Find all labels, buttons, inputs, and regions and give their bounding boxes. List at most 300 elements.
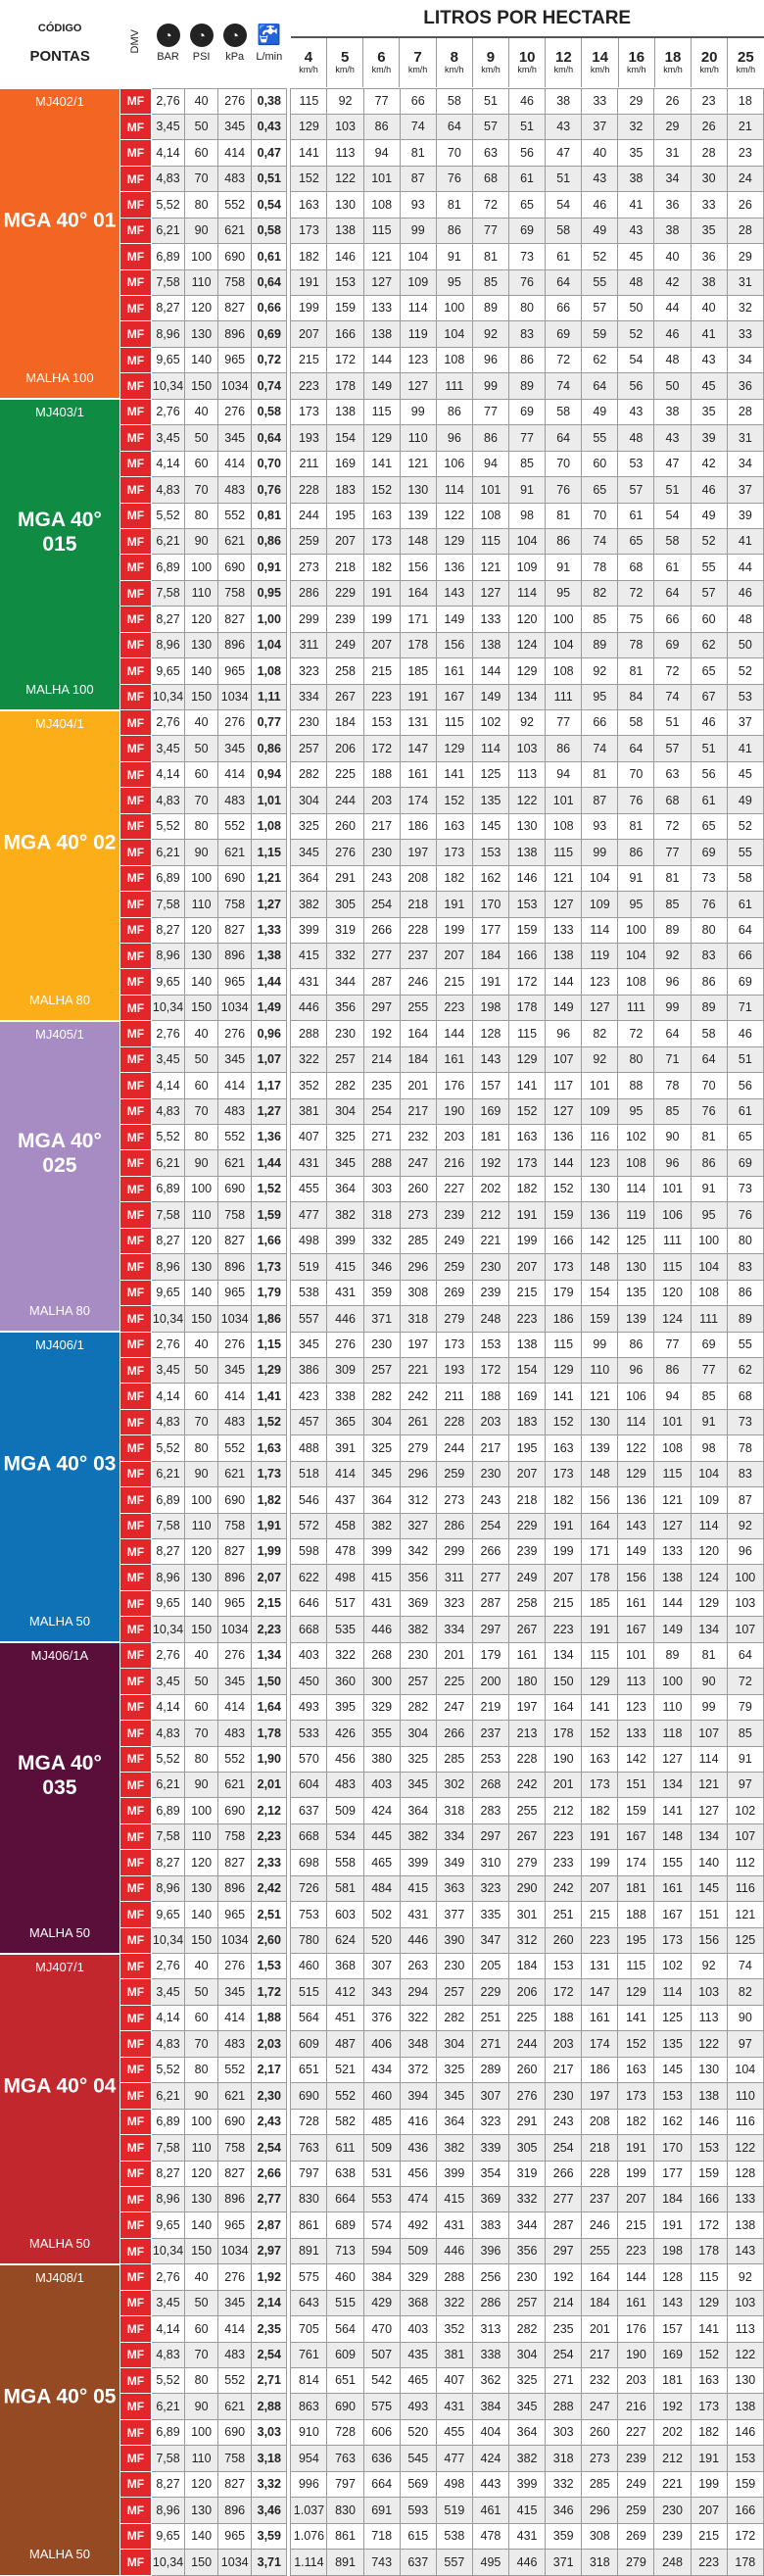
pressure-cell: 80 — [185, 2057, 218, 2082]
rate-cell: 488 — [291, 1435, 327, 1461]
rate-cell: 127 — [546, 892, 582, 917]
rate-cell: 69 — [691, 1332, 727, 1357]
rate-cell: 257 — [291, 736, 327, 761]
pressure-cell: 345 — [218, 1669, 252, 1694]
rate-cell: 346 — [363, 1254, 400, 1280]
pressure-cell: 0,94 — [252, 761, 287, 787]
pressure-cell: 40 — [185, 88, 218, 114]
rate-cell: 109 — [582, 892, 618, 917]
rate-cell: 173 — [509, 1150, 546, 1176]
rate-cell: 66 — [727, 943, 763, 968]
rate-cell: 637 — [291, 1798, 327, 1823]
pressure-cell: 70 — [185, 2342, 218, 2367]
rate-cell: 166 — [546, 1228, 582, 1253]
rate-cell: 184 — [654, 2186, 691, 2211]
rate-cell: 46 — [727, 1021, 763, 1046]
rate-cell: 64 — [582, 373, 618, 399]
rate-cell: 322 — [327, 1642, 363, 1668]
rate-cell: 159 — [327, 296, 363, 321]
nozzle-model: MGA 40° 035 — [18, 1751, 102, 1799]
rate-cell: 1.114 — [291, 2550, 327, 2575]
dmv-badge: MF — [119, 1850, 151, 1875]
rate-cell: 170 — [654, 2135, 691, 2161]
rate-cell: 48 — [618, 269, 654, 295]
pressure-cell: 100 — [185, 555, 218, 580]
rate-cell: 152 — [691, 2342, 727, 2367]
pressure-cell: 690 — [218, 865, 252, 891]
rate-cell: 223 — [436, 995, 472, 1020]
rate-cell: 288 — [546, 2394, 582, 2419]
rate-cell: 129 — [363, 425, 400, 451]
rate-cell: 403 — [363, 1772, 400, 1797]
pressure-cell: 7,58 — [151, 269, 184, 295]
rate-cell: 153 — [654, 2083, 691, 2109]
rate-cell: 384 — [472, 2394, 508, 2419]
rate-cell: 152 — [582, 1721, 618, 1746]
rate-cell: 221 — [400, 1357, 436, 1383]
pressure-cell: 2,71 — [252, 2368, 287, 2394]
pressure-cell: 3,45 — [151, 1669, 184, 1694]
pressure-cell: 896 — [218, 632, 252, 657]
pressure-cell: 414 — [218, 2005, 252, 2030]
rate-cell: 718 — [363, 2523, 400, 2549]
rate-cell: 161 — [582, 2005, 618, 2030]
pressure-cell: 7,58 — [151, 2135, 184, 2161]
rate-cell: 129 — [436, 736, 472, 761]
pressure-cell: 690 — [218, 2419, 252, 2445]
rate-cell: 68 — [618, 555, 654, 580]
rate-cell: 259 — [291, 528, 327, 554]
rate-cell: 287 — [363, 969, 400, 995]
pressure-cell: 1,15 — [252, 1332, 287, 1357]
rate-cell: 163 — [618, 2057, 654, 2082]
rate-cell: 248 — [472, 1306, 508, 1332]
rate-cell: 72 — [546, 347, 582, 372]
rate-cell: 461 — [472, 2498, 508, 2523]
rate-cell: 780 — [291, 1927, 327, 1953]
pressure-cell: 120 — [185, 2471, 218, 2497]
pressure-cell: 276 — [218, 1642, 252, 1668]
rate-cell: 163 — [582, 1746, 618, 1772]
pressure-cell: 40 — [185, 1642, 218, 1668]
rate-cell: 271 — [363, 1125, 400, 1150]
rate-cell: 403 — [291, 1642, 327, 1668]
gauge-icon: ◔ — [190, 24, 214, 47]
rate-cell: 108 — [654, 1435, 691, 1461]
rate-cell: 60 — [691, 607, 727, 632]
rate-cell: 157 — [654, 2316, 691, 2342]
rate-cell: 74 — [582, 736, 618, 761]
rate-cell: 141 — [546, 1384, 582, 1409]
pressure-cell: 483 — [218, 2031, 252, 2057]
pressure-cell: 4,83 — [151, 1409, 184, 1434]
rate-cell: 582 — [327, 2109, 363, 2134]
rate-cell: 48 — [727, 607, 763, 632]
rate-cell: 212 — [472, 1202, 508, 1228]
rate-cell: 178 — [400, 632, 436, 657]
pressure-cell: 690 — [218, 1176, 252, 1201]
rate-cell: 58 — [654, 528, 691, 554]
rate-cell: 133 — [654, 1539, 691, 1565]
rate-cell: 115 — [291, 88, 327, 114]
pressure-cell: 150 — [185, 1306, 218, 1332]
rate-cell: 362 — [472, 2368, 508, 2394]
rate-cell: 225 — [327, 761, 363, 787]
pressure-cell: 6,89 — [151, 1176, 184, 1201]
rate-cell: 228 — [400, 917, 436, 943]
rate-cell: 113 — [618, 1669, 654, 1694]
dmv-badge: MF — [119, 2264, 151, 2290]
rate-cell: 55 — [691, 555, 727, 580]
pressure-cell: 6,89 — [151, 555, 184, 580]
rate-cell: 125 — [618, 1228, 654, 1253]
rate-cell: 223 — [691, 2550, 727, 2575]
pressure-cell: 60 — [185, 1694, 218, 1720]
rate-cell: 149 — [654, 1617, 691, 1642]
pressure-cell: 100 — [185, 1176, 218, 1201]
rate-cell: 161 — [436, 1046, 472, 1072]
rate-cell: 50 — [654, 373, 691, 399]
rate-cell: 54 — [546, 192, 582, 218]
pressure-cell: 4,83 — [151, 2342, 184, 2367]
dmv-badge: MF — [119, 2316, 151, 2342]
rate-cell: 279 — [436, 1306, 472, 1332]
pressure-cell: 1,53 — [252, 1954, 287, 1979]
pressure-cell: 6,21 — [151, 1461, 184, 1486]
pressure-cell: 120 — [185, 1539, 218, 1565]
rate-cell: 121 — [546, 865, 582, 891]
pressure-cell: 345 — [218, 1046, 252, 1072]
pressure-cell: 1,66 — [252, 1228, 287, 1253]
rate-cell: 173 — [691, 2394, 727, 2419]
rate-cell: 534 — [327, 1823, 363, 1849]
pressure-cell: 110 — [185, 1513, 218, 1538]
rate-cell: 164 — [546, 1694, 582, 1720]
pressure-cell: 1,34 — [252, 1642, 287, 1668]
dmv-badge: MF — [119, 1954, 151, 1979]
dmv-badge: MF — [119, 1332, 151, 1357]
rate-cell: 46 — [691, 710, 727, 736]
pressure-cell: 3,18 — [252, 2446, 287, 2471]
rate-cell: 108 — [618, 1150, 654, 1176]
rate-cell: 191 — [436, 892, 472, 917]
pressure-cell: 1034 — [218, 1617, 252, 1642]
rate-cell: 218 — [509, 1487, 546, 1513]
nozzle-mesh: MALHA 80 — [28, 1303, 91, 1319]
rate-cell: 114 — [509, 580, 546, 606]
rate-cell: 95 — [618, 892, 654, 917]
dmv-badge: MF — [119, 995, 151, 1020]
rate-cell: 239 — [654, 2523, 691, 2549]
rate-cell: 103 — [509, 736, 546, 761]
pressure-cell: 414 — [218, 1694, 252, 1720]
pressure-cell: 0,77 — [252, 710, 287, 736]
rate-cell: 85 — [654, 1098, 691, 1124]
rate-cell: 92 — [691, 1954, 727, 1979]
pressure-cell: 7,58 — [151, 580, 184, 606]
rate-cell: 390 — [436, 1927, 472, 1953]
pressure-cell: 345 — [218, 1357, 252, 1383]
dmv-badge: MF — [119, 1125, 151, 1150]
dmv-badge: MF — [119, 1642, 151, 1668]
pressure-cell: 4,14 — [151, 1694, 184, 1720]
rate-cell: 891 — [327, 2550, 363, 2575]
rate-cell: 28 — [691, 140, 727, 166]
pressure-cell: 6,89 — [151, 2419, 184, 2445]
rate-cell: 622 — [291, 1565, 327, 1590]
pressure-cell: 0,47 — [252, 140, 287, 166]
rate-cell: 90 — [654, 1125, 691, 1150]
rate-cell: 111 — [691, 1306, 727, 1332]
rate-cell: 96 — [727, 1539, 763, 1565]
rate-cell: 391 — [327, 1435, 363, 1461]
rate-cell: 342 — [400, 1539, 436, 1565]
pressure-cell: 1,64 — [252, 1694, 287, 1720]
pressure-cell: 827 — [218, 1228, 252, 1253]
rate-cell: 23 — [691, 88, 727, 114]
pressure-cell: 6,89 — [151, 1798, 184, 1823]
dmv-badge: MF — [119, 943, 151, 968]
pressure-cell: 827 — [218, 296, 252, 321]
rate-cell: 78 — [618, 632, 654, 657]
rate-cell: 138 — [327, 399, 363, 424]
rate-cell: 119 — [582, 943, 618, 968]
speed-10-kmh — [508, 38, 545, 87]
rate-cell: 127 — [654, 1746, 691, 1772]
rate-cell: 92 — [654, 943, 691, 968]
rate-cell: 154 — [582, 1280, 618, 1305]
pressure-cell: 110 — [185, 1202, 218, 1228]
rate-cell: 143 — [436, 580, 472, 606]
rate-cell: 535 — [327, 1617, 363, 1642]
rate-cell: 383 — [472, 2212, 508, 2238]
rate-cell: 49 — [582, 399, 618, 424]
rate-cell: 73 — [509, 244, 546, 269]
rate-cell: 135 — [472, 788, 508, 813]
pressure-cell: 10,34 — [151, 1617, 184, 1642]
rate-cell: 54 — [654, 503, 691, 528]
pressure-cell: 2,23 — [252, 1823, 287, 1849]
rate-cell: 58 — [691, 1021, 727, 1046]
rate-cell: 521 — [327, 2057, 363, 2082]
gauge-icon: ◔ — [157, 24, 180, 47]
rate-cell: 215 — [509, 1280, 546, 1305]
pressure-cell: 827 — [218, 1539, 252, 1565]
rate-cell: 171 — [400, 607, 436, 632]
rate-cell: 129 — [291, 114, 327, 139]
rate-cell: 141 — [436, 761, 472, 787]
pressure-cell: 3,46 — [252, 2498, 287, 2523]
dmv-badge: MF — [119, 1150, 151, 1176]
rate-cell: 207 — [509, 1461, 546, 1486]
rate-cell: 80 — [509, 296, 546, 321]
pressure-cell: 40 — [185, 1332, 218, 1357]
rate-cell: 77 — [546, 710, 582, 736]
rate-cell: 45 — [691, 373, 727, 399]
pressure-cell: 90 — [185, 2083, 218, 2109]
dmv-badge: MF — [119, 269, 151, 295]
rate-cell: 46 — [582, 192, 618, 218]
rate-cell: 225 — [509, 2005, 546, 2030]
rate-cell: 104 — [546, 632, 582, 657]
pressure-cell: 1,44 — [252, 1150, 287, 1176]
nozzle-group — [0, 1954, 119, 2264]
rate-cell: 266 — [363, 917, 400, 943]
rate-cell: 74 — [582, 528, 618, 554]
pressure-cell: 758 — [218, 580, 252, 606]
rate-cell: 184 — [472, 943, 508, 968]
dmv-badge: MF — [119, 2498, 151, 2523]
rate-cell: 215 — [436, 969, 472, 995]
dmv-badge: MF — [119, 813, 151, 839]
rate-cell: 713 — [327, 2238, 363, 2263]
rate-cell: 431 — [291, 1150, 327, 1176]
rate-cell: 498 — [291, 1228, 327, 1253]
rate-cell: 89 — [654, 1642, 691, 1668]
dmv-badge: MF — [119, 1565, 151, 1590]
pressure-cell: 758 — [218, 269, 252, 295]
rate-cell: 52 — [582, 244, 618, 269]
pressure-cell: 2,30 — [252, 2083, 287, 2109]
pressure-cell: 1,08 — [252, 658, 287, 684]
pressure-cell: 130 — [185, 943, 218, 968]
rate-cell: 41 — [727, 528, 763, 554]
rate-cell: 465 — [363, 1850, 400, 1875]
rate-cell: 254 — [363, 892, 400, 917]
dmv-badge: MF — [119, 1435, 151, 1461]
pressure-cell: 50 — [185, 425, 218, 451]
pressure-cell: 130 — [185, 2186, 218, 2211]
rate-cell: 260 — [509, 2057, 546, 2082]
table-row — [0, 88, 764, 114]
rate-cell: 136 — [436, 555, 472, 580]
pressure-cell: 8,27 — [151, 607, 184, 632]
rate-cell: 38 — [546, 88, 582, 114]
pressure-cell: 9,65 — [151, 1902, 184, 1927]
pressure-cell: 896 — [218, 2498, 252, 2523]
rate-cell: 73 — [691, 865, 727, 891]
rate-cell: 130 — [691, 2057, 727, 2082]
rate-cell: 593 — [400, 2498, 436, 2523]
pressure-cell: 2,23 — [252, 1617, 287, 1642]
pressure-cell: 896 — [218, 2186, 252, 2211]
pressure-cell: 9,65 — [151, 347, 184, 372]
rate-cell: 188 — [546, 2005, 582, 2030]
rate-cell: 242 — [400, 1384, 436, 1409]
rate-cell: 509 — [327, 1798, 363, 1823]
rate-cell: 424 — [363, 1798, 400, 1823]
rate-cell: 478 — [472, 2523, 508, 2549]
rate-cell: 116 — [727, 1875, 763, 1901]
rate-cell: 70 — [691, 1073, 727, 1098]
rate-cell: 110 — [654, 1694, 691, 1720]
dmv-badge: MF — [119, 892, 151, 917]
dmv-header — [119, 0, 151, 88]
rate-cell: 188 — [363, 761, 400, 787]
speed-value: 12 — [555, 49, 572, 67]
rate-cell: 50 — [618, 296, 654, 321]
dmv-badge: MF — [119, 1357, 151, 1383]
dmv-badge: MF — [119, 2238, 151, 2263]
rate-cell: 121 — [691, 1772, 727, 1797]
rate-cell: 82 — [582, 1021, 618, 1046]
pressure-cell: 2,87 — [252, 2212, 287, 2238]
rate-cell: 116 — [727, 2109, 763, 2134]
rate-cell: 115 — [363, 218, 400, 243]
rate-cell: 83 — [691, 943, 727, 968]
pressure-cell: 50 — [185, 736, 218, 761]
rate-cell: 199 — [363, 607, 400, 632]
pressure-cell: 0,81 — [252, 503, 287, 528]
rate-cell: 163 — [291, 192, 327, 218]
rate-cell: 312 — [509, 1927, 546, 1953]
rate-cell: 329 — [363, 1694, 400, 1720]
rate-cell: 65 — [509, 192, 546, 218]
rate-cell: 594 — [363, 2238, 400, 2263]
rate-cell: 114 — [654, 1979, 691, 2005]
dmv-badge: MF — [119, 1280, 151, 1305]
rate-cell: 343 — [363, 1979, 400, 2005]
rate-cell: 156 — [436, 632, 472, 657]
rate-cell: 85 — [654, 892, 691, 917]
rate-cell: 218 — [400, 892, 436, 917]
rate-cell: 72 — [654, 658, 691, 684]
speed-16-kmh — [618, 38, 654, 87]
rate-cell: 40 — [582, 140, 618, 166]
rate-cell: 115 — [654, 1254, 691, 1280]
rate-cell: 166 — [727, 2498, 763, 2523]
rate-cell: 138 — [509, 1332, 546, 1357]
pressure-cell: 1,33 — [252, 917, 287, 943]
rate-cell: 69 — [509, 218, 546, 243]
rate-cell: 123 — [582, 969, 618, 995]
rate-cell: 212 — [546, 1798, 582, 1823]
rate-cell: 415 — [436, 2186, 472, 2211]
rate-cell: 286 — [436, 1513, 472, 1538]
rate-cell: 203 — [363, 788, 400, 813]
rate-cell: 455 — [291, 1176, 327, 1201]
rate-cell: 81 — [400, 140, 436, 166]
rate-cell: 230 — [436, 1954, 472, 1979]
pressure-cell: 130 — [185, 1875, 218, 1901]
pressure-cell: 827 — [218, 1850, 252, 1875]
rate-cell: 415 — [363, 1565, 400, 1590]
pressure-cell: 1,91 — [252, 1513, 287, 1538]
rate-cell: 215 — [291, 347, 327, 372]
rate-cell: 115 — [546, 1332, 582, 1357]
rate-cell: 41 — [618, 192, 654, 218]
rate-cell: 104 — [509, 528, 546, 554]
rate-cell: 345 — [436, 2083, 472, 2109]
pressure-cell: 110 — [185, 2135, 218, 2161]
rate-cell: 111 — [654, 1228, 691, 1253]
rate-cell: 151 — [691, 1902, 727, 1927]
pressure-cell: 414 — [218, 1384, 252, 1409]
rate-cell: 460 — [327, 2264, 363, 2290]
nozzle-model: MGA 40° 015 — [18, 508, 102, 556]
pressure-cell: 1,01 — [252, 788, 287, 813]
rate-cell: 182 — [582, 1798, 618, 1823]
dmv-badge: MF — [119, 528, 151, 554]
dmv-badge: MF — [119, 1487, 151, 1513]
rate-cell: 131 — [582, 1954, 618, 1979]
rate-cell: 72 — [654, 813, 691, 839]
pressure-cell: 965 — [218, 969, 252, 995]
rate-cell: 302 — [436, 1772, 472, 1797]
rate-cell: 201 — [582, 2316, 618, 2342]
dmv-badge: MF — [119, 1798, 151, 1823]
rate-cell: 96 — [654, 969, 691, 995]
